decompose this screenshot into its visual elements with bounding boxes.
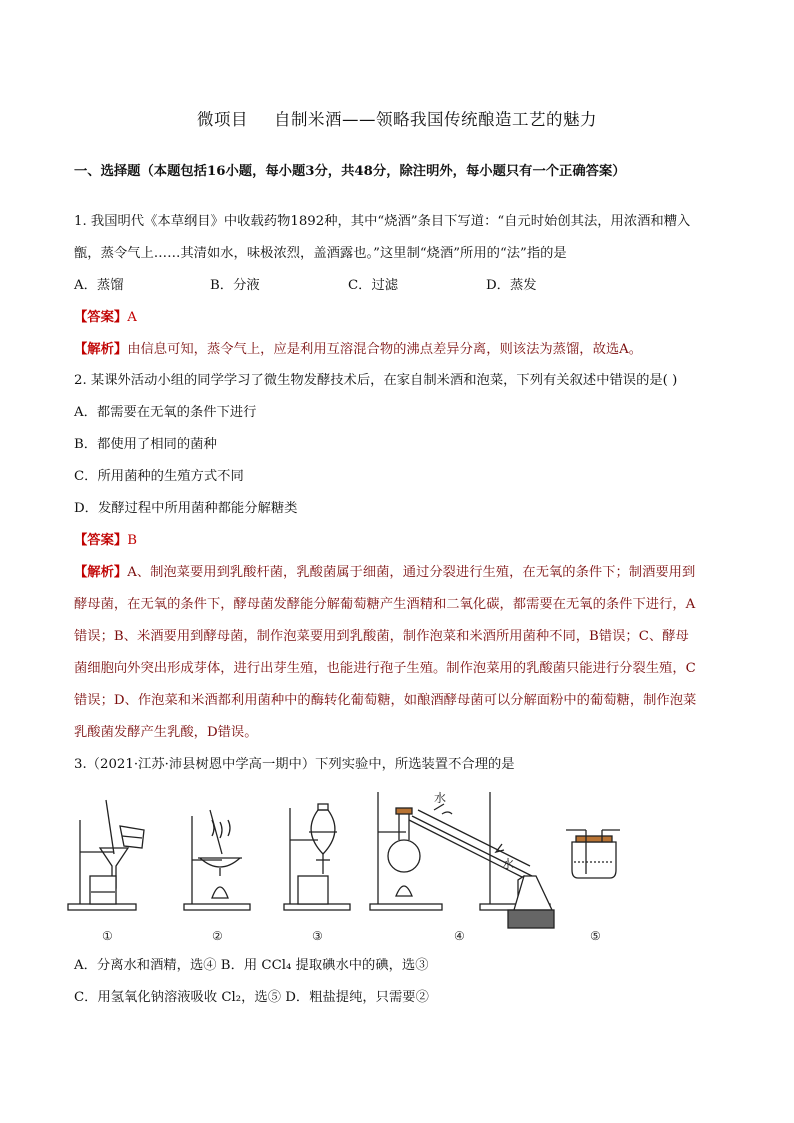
q3-options-line1: A．分离水和酒精，选④ B．用 CCl₄ 提取碘水中的碘，选③ [74, 958, 429, 973]
q2-answer-value: B [127, 533, 137, 548]
q1-stem-line1: 1. 我国明代《本草纲目》中收载药物1892种，其中“烧酒”条目下写道：“自元时始创其法，用浓酒和糟入 [74, 214, 691, 229]
q2-option-d: D．发酵过程中所用菌种都能分解糖类 [74, 501, 298, 516]
q3-stem: 3.（2021·江苏·沛县树恩中学高一期中）下列实验中，所选装置不合理的是 [74, 757, 515, 772]
q2-explanation-line6: 乳酸菌发酵产生乳酸，D错误。 [74, 725, 258, 740]
q1-option-d: D．蒸发 [486, 278, 537, 293]
q1-answer-value: A [127, 310, 137, 325]
q3-options-line2: C．用氢氧化钠溶液吸收 Cl₂，选⑤ D．粗盐提纯，只需要② [74, 990, 429, 1005]
apparatus-1-filtration [68, 800, 144, 910]
apparatus-3-separatory-funnel [284, 804, 350, 910]
water-label-top: 水 [434, 791, 447, 805]
q1-option-c: C．过滤 [348, 278, 399, 293]
page-title [0, 106, 794, 130]
q1-explanation-text: 由信息可知，蒸令气上，应是利用互溶混合物的沸点差异分离，则该法为蒸馏，故选A。 [127, 342, 643, 357]
q2-option-a: A．都需要在无氧的条件下进行 [74, 405, 257, 420]
q1-option-b: B．分液 [210, 278, 260, 293]
lab-apparatus-figure [62, 780, 632, 945]
title-part2: 自制米酒——领略我国传统酿造工艺的魅力 [274, 110, 597, 129]
figure-label-4: ④ [454, 929, 465, 943]
q1-option-a: A．蒸馏 [74, 278, 124, 293]
q2-explanation-line1 [74, 563, 695, 583]
q2-option-b: B．都使用了相同的菌种 [74, 437, 217, 452]
section-heading: 一、选择题（本题包括16小题，每小题3分，共48分，除注明外，每小题只有一个正确答案） [74, 164, 626, 179]
q2-stem: 2. 某课外活动小组的同学学习了微生物发酵技术后，在家自制米酒和泡菜，下列有关叙述中错误的是( ) [74, 373, 678, 388]
title-part1: 微项目 [197, 110, 248, 129]
figure-label-2: ② [212, 929, 223, 943]
q1-answer-label: 【答案】 [74, 310, 128, 325]
q2-explanation-line2: 酵母菌，在无氧的条件下，酵母菌发酵能分解葡萄糖产生酒精和二氧化碳，都需要在无氧的条件下进行，A [74, 597, 696, 612]
apparatus-5-gas-washing-bottle [566, 830, 620, 878]
q1-stem-line2: 甑，蒸令气上……其清如水，味极浓烈，盖酒露也。”这里制“烧酒”所用的“法”指的是 [74, 246, 567, 261]
q1-explanation [74, 340, 642, 360]
q2-explanation-line5: 错误；D、作泡菜和米酒都利用菌种中的酶转化葡萄糖，如酿酒酵母菌可以分解面粉中的葡萄糖，制作泡菜 [74, 693, 697, 708]
q1-answer [74, 308, 137, 328]
q2-explanation-label: 【解析】 [74, 565, 128, 580]
q1-explanation-label: 【解析】 [74, 342, 128, 357]
q2-option-c: C．所用菌种的生殖方式不同 [74, 469, 244, 484]
figure-label-3: ③ [312, 929, 323, 943]
apparatus-2-evaporation [184, 810, 250, 910]
q2-answer [74, 531, 137, 551]
q2-explanation-line4: 菌细胞向外突出形成芽体，进行出芽生殖，也能进行孢子生殖。制作泡菜用的乳酸菌只能进行分裂生殖，C [74, 661, 696, 676]
figure-label-5: ⑤ [590, 929, 601, 943]
apparatus-4-distillation [370, 792, 554, 928]
water-label-bottom: 水 [502, 857, 515, 871]
q2-answer-label: 【答案】 [74, 533, 128, 548]
q2-explanation-line3: 错误；B、米酒要用到酵母菌，制作泡菜要用到乳酸菌，制作泡菜和米酒所用菌种不同，B错误；C、酵母 [74, 629, 689, 644]
figure-label-1: ① [102, 929, 113, 943]
q2-explanation-text-1: A、制泡菜要用到乳酸杆菌，乳酸菌属于细菌，通过分裂进行生殖，在无氧的条件下；制酒要用到 [127, 565, 696, 580]
